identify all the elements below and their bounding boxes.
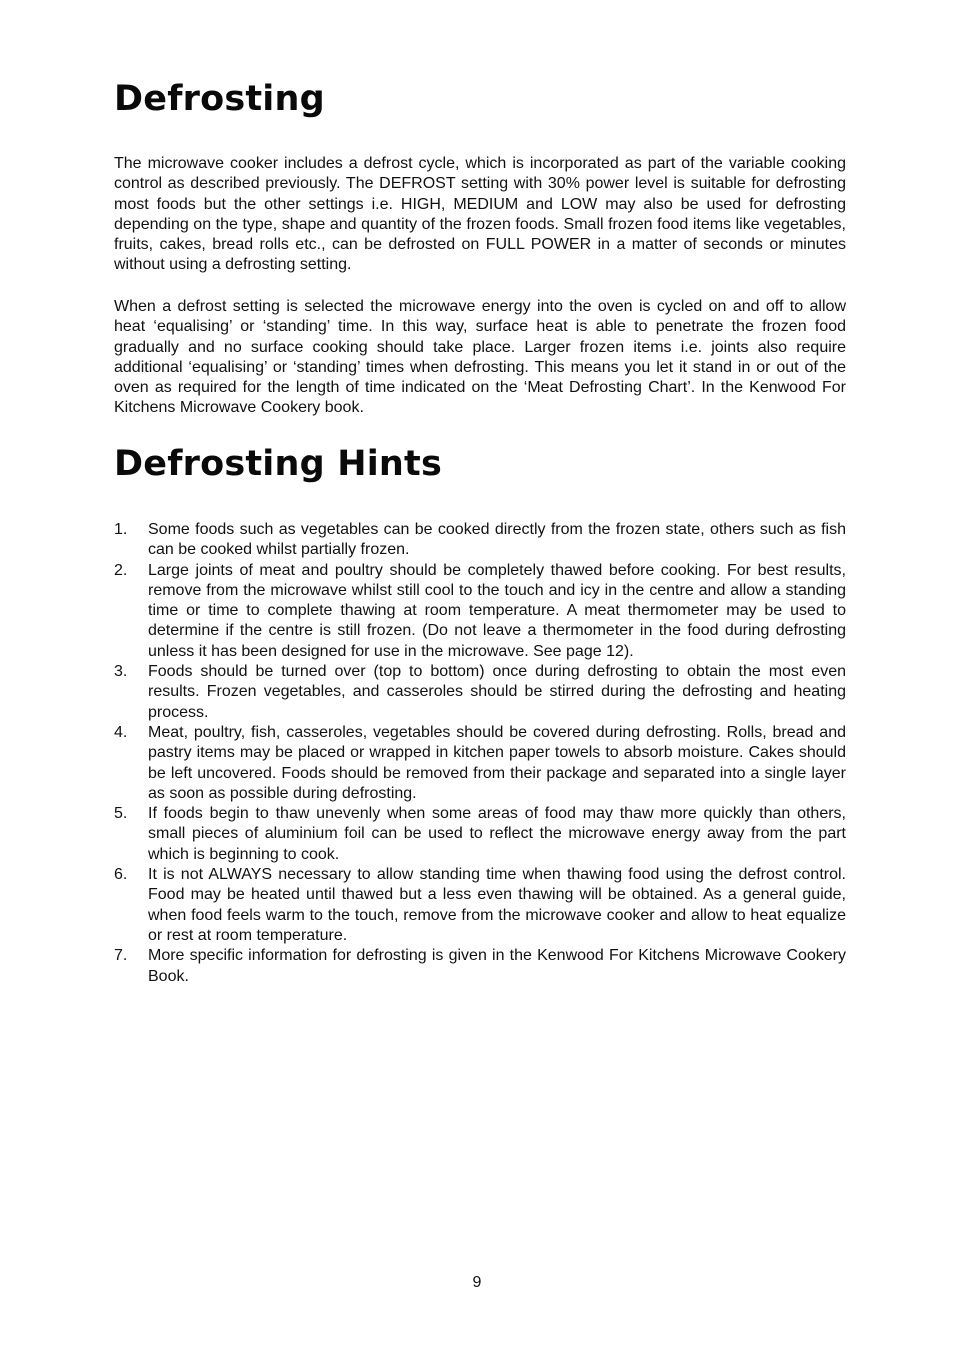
hint-item — [114, 561, 846, 662]
hint-text: Foods should be turned over (top to bottom) once during defrosting to obtain the most even results. Frozen vegetables, and casseroles should be stirred during the defrosting and heating process. — [148, 663, 846, 721]
hint-text: Some foods such as vegetables can be cooked directly from the frozen state, others such as fish can be cooked whilst partially frozen. — [148, 521, 846, 559]
hint-item — [114, 865, 846, 946]
hint-item — [114, 946, 846, 987]
hint-number: 2. — [114, 561, 128, 579]
defrosting-hints-list — [114, 520, 846, 987]
hint-number: 1. — [114, 521, 128, 538]
hint-item — [114, 520, 846, 561]
hint-number: 6. — [114, 866, 128, 884]
page-number: 9 — [472, 1274, 482, 1291]
hint-number: 3. — [114, 663, 128, 681]
hint-text: It is not ALWAYS necessary to allow standing time when thawing food using the defrost control. Food may be heated until thawed but a less even thawing will be obtained. As a general guide, when food feels warm to the touch, remove from the microwave cooker and allow to heat equalize or rest at room temperature. — [148, 866, 846, 944]
section-title-defrosting: Defrosting — [114, 79, 325, 119]
hint-text: If foods begin to thaw unevenly when some areas of food may thaw more quickly than others, small pieces of aluminium foil can be used to reflect the microwave energy away from the part which is beginning to cook. — [148, 805, 846, 863]
defrosting-paragraph-1: The microwave cooker includes a defrost cycle, which is incorporated as part of the variable cooking control as described previously. The DEFROST setting with 30% power level is suitable for defrosting most foods but the other settings i.e. HIGH, MEDIUM and LOW may also be used for defrosting depending on the type, shape and quantity of the frozen foods. Small frozen food items like vegetables, fruits, cakes, bread rolls etc., can be defrosted on FULL POWER in a matter of seconds or minutes without using a defrosting setting. — [114, 155, 846, 274]
section-title-defrosting-hints: Defrosting Hints — [114, 444, 443, 484]
hint-text: More specific information for defrosting is given in the Kenwood For Kitchens Microwave Cookery Book. — [148, 947, 846, 985]
hint-text: Large joints of meat and poultry should be completely thawed before cooking. For best results, remove from the microwave whilst still cool to the touch and icy in the centre and allow a standing time or time to complete thawing at room temperature. A meat thermometer may be used to determine if the centre is still frozen. (Do not leave a thermometer in the food during defrosting unless it has been designed for use in the microwave. See page 12). — [148, 561, 846, 660]
hint-number: 5. — [114, 805, 128, 823]
hint-number: 7. — [114, 947, 128, 965]
defrosting-paragraph-2: When a defrost setting is selected the microwave energy into the oven is cycled on and off to allow heat ‘equalising’ or ‘standing’ time. In this way, surface heat is able to penetrate the frozen food gradually and no surface cooking should take place. Larger frozen items i.e. joints also require additional ‘equalising’ or ‘standing’ times when defrosting. This means you let it stand in or out of the oven as required for the length of time indicated on the ‘Meat Defrosting Chart’. In the Kenwood For Kitchens Microwave Cookery book. — [114, 298, 846, 417]
hint-number: 4. — [114, 723, 128, 741]
hint-text: Meat, poultry, fish, casseroles, vegetables should be covered during defrosting. Rolls, bread and pastry items may be placed or wrapped in kitchen paper towels to absorb moisture. Cakes should be left uncovered. Foods should be removed from their package and separated into a single layer as soon as possible during defrosting. — [148, 723, 846, 802]
hint-item — [114, 804, 846, 865]
hint-item — [114, 723, 846, 804]
hint-item — [114, 662, 846, 723]
